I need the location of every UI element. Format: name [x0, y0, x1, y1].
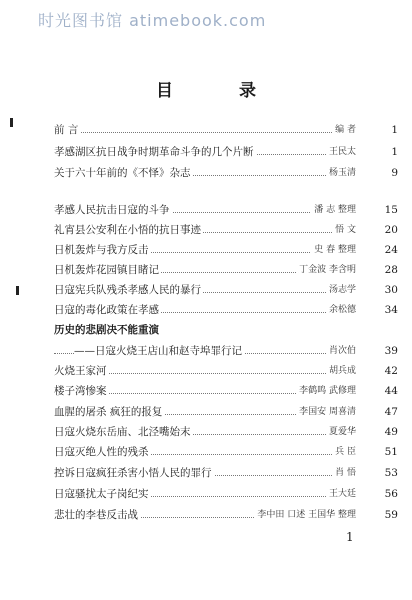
toc-entry-title: 礼宵县公安利在小悟的抗日事迹 [54, 224, 201, 236]
margin-mark [10, 118, 13, 127]
toc-entry-title: 日寇火烧东岳庙、北泾嘴始末 [54, 426, 191, 438]
toc-entry-author: 夏爱华 [326, 424, 356, 440]
toc-entry[interactable] [54, 363, 398, 379]
toc-entry-title: 历史的悲剧决不能重演 [54, 324, 159, 336]
toc-entry-author: 李国安 周喜清 [296, 404, 356, 420]
toc-entry-title: 孝感湖区抗日战争时期革命斗争的几个片断 [54, 146, 254, 158]
toc-entry-author: 王民太 [326, 144, 356, 160]
toc-entry[interactable] [54, 122, 398, 138]
toc-entry-author: 杨玉清 [326, 165, 356, 181]
toc-entry-page: 24 [384, 244, 398, 256]
toc-entry-author: 潘 志 整理 [311, 202, 356, 218]
toc-entry[interactable] [54, 465, 398, 481]
toc-entry-author: 编 者 [332, 122, 356, 138]
toc-entry-title: 关于六十年前的《不怿》杂志 [54, 167, 191, 179]
toc-entry[interactable] [54, 262, 398, 278]
toc-entry-author: 汤志学 [326, 282, 356, 298]
toc-entry-page: 1 [391, 146, 398, 158]
toc-entry[interactable] [54, 165, 398, 181]
toc-entry[interactable] [54, 202, 398, 218]
toc-entry-page: 51 [384, 446, 398, 458]
toc-entry[interactable] [54, 242, 398, 258]
watermark: 时光图书馆 atimebook.com [38, 11, 267, 30]
toc-entry-author: 胡兵成 [326, 363, 356, 379]
leader-dots [54, 132, 356, 133]
toc-entry-page: 59 [384, 509, 398, 521]
toc-entry-title: 日寇骚扰太子岗纪实 [54, 488, 149, 500]
toc-entry-page: 9 [391, 167, 398, 179]
toc-entry-author: 李鹤鸣 武修理 [296, 383, 356, 399]
toc-entry[interactable] [54, 322, 356, 338]
toc-entry-author: 史 春 整理 [311, 242, 356, 258]
toc-entry-author: 肖次伯 [326, 343, 356, 359]
toc-entry-author: 丁金波 李含明 [296, 262, 356, 278]
toc-entry[interactable] [54, 424, 398, 440]
toc-entry-page: 56 [384, 488, 398, 500]
toc-entry-page: 42 [384, 365, 398, 377]
toc-entry-title: 日寇的毒化政策在孝感 [54, 304, 159, 316]
toc-entry-title: 楼子湾惨案 [54, 385, 107, 397]
toc-entry-page: 49 [384, 426, 398, 438]
toc-entry-title: ——日寇火烧王店山和赵寺埠罪行记 [74, 345, 242, 357]
toc-entry-author: 余松德 [326, 302, 356, 318]
margin-mark [16, 286, 19, 295]
page-number: 1 [346, 530, 354, 544]
toc-entry[interactable] [54, 507, 398, 523]
toc-entry-author: 李中田 口述 王国华 整理 [254, 507, 356, 523]
toc-entry-title: 日寇宪兵队残杀孝感人民的暴行 [54, 284, 201, 296]
toc-entry-title: 火烧王家河 [54, 365, 107, 377]
toc-entry[interactable] [54, 383, 398, 399]
toc-entry-title: 控诉日寇疯狂杀害小悟人民的罪行 [54, 467, 212, 479]
toc-entry[interactable] [54, 302, 398, 318]
toc-entry-title: 前 言 [54, 124, 79, 136]
toc-entry-page: 53 [384, 467, 398, 479]
toc-entry-page: 30 [384, 284, 398, 296]
toc-entry[interactable] [54, 343, 398, 359]
toc-entry[interactable] [54, 282, 398, 298]
toc-entry-title: 日机轰炸与我方反击 [54, 244, 149, 256]
toc-entry-title: 孝感人民抗击日寇的斗争 [54, 204, 170, 216]
toc-entry-author: 王大廷 [326, 486, 356, 502]
toc-entry-page: 20 [384, 224, 398, 236]
toc-entry-page: 1 [391, 124, 398, 136]
toc-entry-title: 悲壮的李巷反击战 [54, 509, 138, 521]
toc-entry[interactable] [54, 222, 398, 238]
toc-entry-page: 44 [384, 385, 398, 397]
toc-entry-title: 日寇灭绝人性的残杀 [54, 446, 149, 458]
toc-entry-title: 日机轰炸花园镇目睹记 [54, 264, 159, 276]
toc-entry[interactable] [54, 144, 398, 160]
toc-entry-title: 血腥的屠杀 疯狂的报复 [54, 406, 163, 418]
toc-entry[interactable] [54, 404, 398, 420]
toc-entry-page: 15 [384, 204, 398, 216]
toc-entry-page: 39 [384, 345, 398, 357]
toc-entry-page: 47 [384, 406, 398, 418]
toc-entry-author: 悟 文 [332, 222, 356, 238]
toc-entry-author: 兵 臣 [332, 444, 356, 460]
toc-entry[interactable] [54, 444, 398, 460]
toc-entry-page: 28 [384, 264, 398, 276]
toc-entry-page: 34 [384, 304, 398, 316]
toc-entry[interactable] [54, 486, 398, 502]
toc-entry-author: 肖 悟 [332, 465, 356, 481]
page-title: 目 录 [156, 81, 286, 101]
